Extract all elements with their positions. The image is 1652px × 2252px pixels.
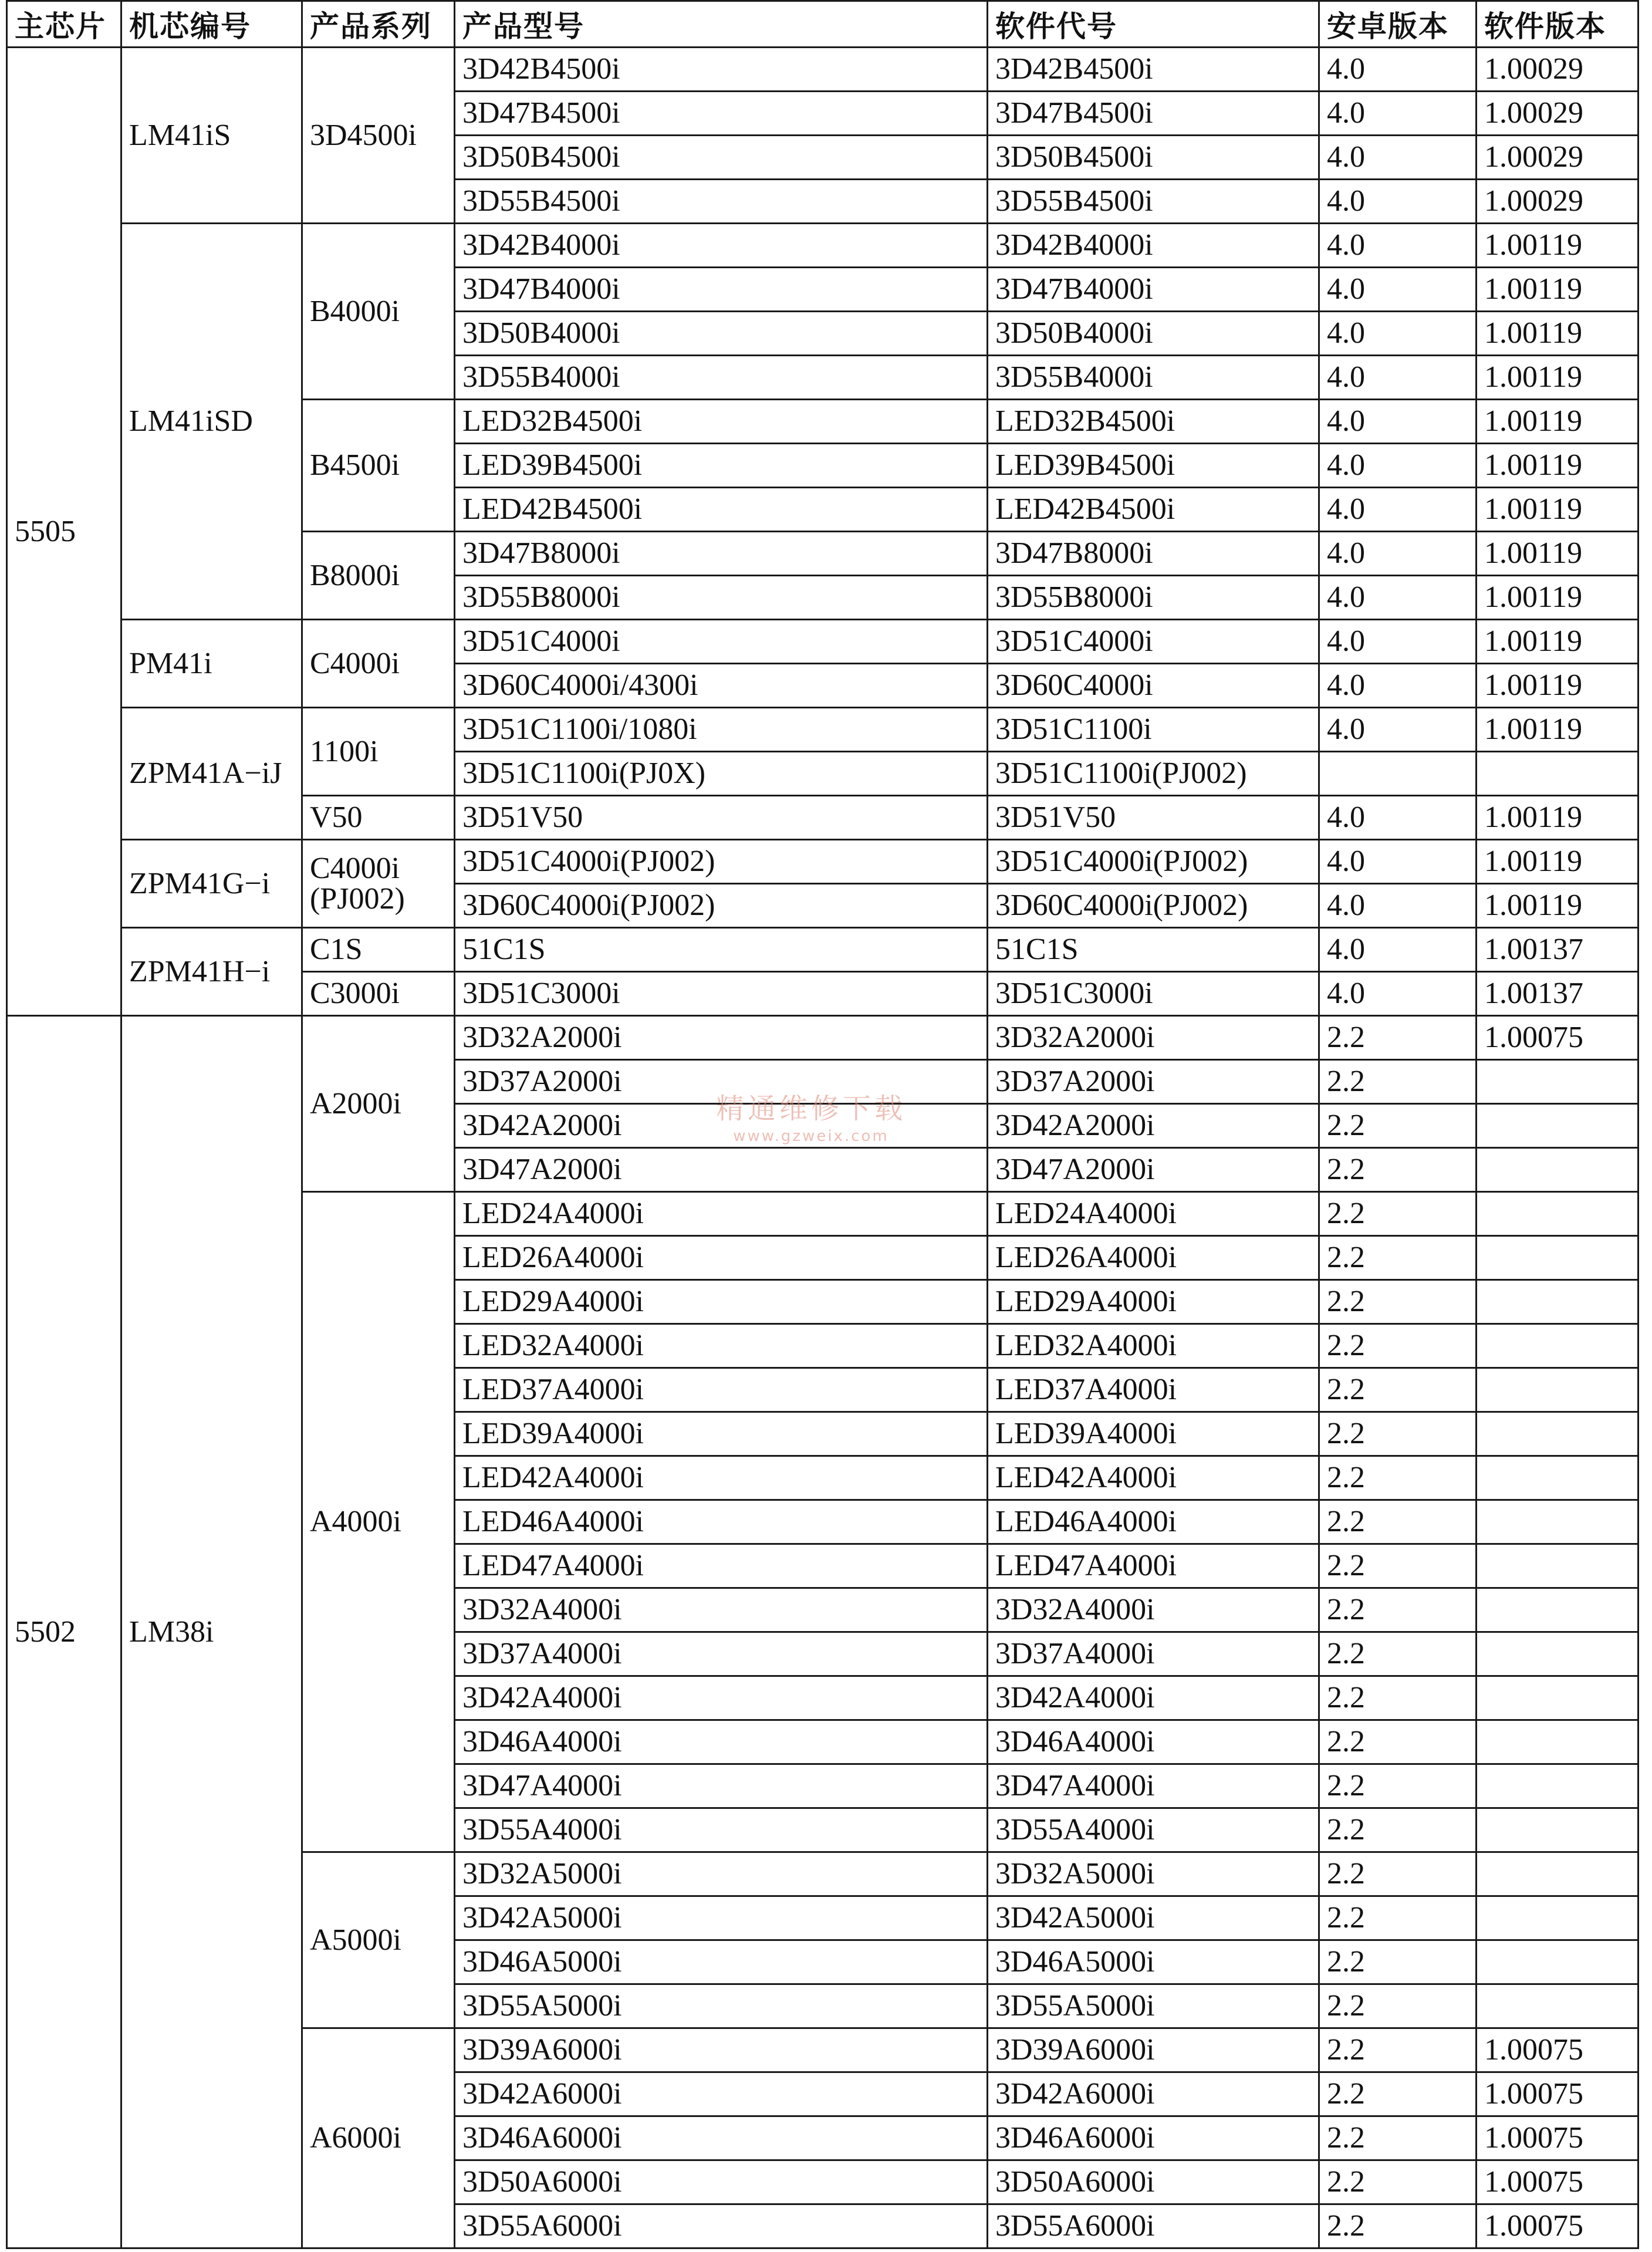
product-model-cell: LED42B4500i xyxy=(455,488,988,532)
android-version-cell: 2.2 xyxy=(1319,1544,1477,1588)
product-model-cell: 3D60C4000i(PJ002) xyxy=(455,884,988,928)
header-row xyxy=(7,1,1639,48)
product-model-cell: 3D55A6000i xyxy=(455,2204,988,2248)
android-version-cell: 2.2 xyxy=(1319,1368,1477,1412)
product-model-cell: 3D50B4500i xyxy=(455,136,988,180)
android-version-cell: 4.0 xyxy=(1319,532,1477,576)
product-model-cell: LED24A4000i xyxy=(455,1192,988,1236)
series-cell: C4000i (PJ002) xyxy=(302,840,455,928)
software-code-cell: 3D51C4000i(PJ002) xyxy=(988,840,1319,884)
series-cell: 3D4500i xyxy=(302,48,455,224)
android-version-cell: 2.2 xyxy=(1319,1060,1477,1104)
series-cell: B8000i xyxy=(302,532,455,620)
android-version-cell: 2.2 xyxy=(1319,2116,1477,2160)
table-row xyxy=(7,224,1639,268)
product-model-cell: 3D39A6000i xyxy=(455,2028,988,2072)
android-version-cell: 2.2 xyxy=(1319,1500,1477,1544)
android-version-cell: 4.0 xyxy=(1319,928,1477,972)
software-version-cell xyxy=(1477,1588,1639,1632)
product-model-cell: LED32A4000i xyxy=(455,1324,988,1368)
product-model-cell: 3D47B8000i xyxy=(455,532,988,576)
software-code-cell: 3D47B8000i xyxy=(988,532,1319,576)
product-model-cell: 3D37A2000i xyxy=(455,1060,988,1104)
android-version-cell: 2.2 xyxy=(1319,1896,1477,1940)
table-row xyxy=(7,840,1639,884)
android-version-cell: 4.0 xyxy=(1319,136,1477,180)
software-code-cell: 3D55A6000i xyxy=(988,2204,1319,2248)
series-cell: V50 xyxy=(302,796,455,840)
software-version-cell: 1.00119 xyxy=(1477,532,1639,576)
header-chassis-number: 机芯编号 xyxy=(121,1,302,48)
software-version-cell xyxy=(1477,1236,1639,1280)
software-version-cell: 1.00075 xyxy=(1477,2072,1639,2116)
table-row xyxy=(7,708,1639,752)
software-version-cell: 1.00119 xyxy=(1477,224,1639,268)
software-version-cell: 1.00137 xyxy=(1477,928,1639,972)
software-version-cell: 1.00119 xyxy=(1477,400,1639,444)
product-model-cell: 3D32A2000i xyxy=(455,1016,988,1060)
product-model-cell: 51C1S xyxy=(455,928,988,972)
table-row xyxy=(7,1016,1639,1060)
android-version-cell: 4.0 xyxy=(1319,840,1477,884)
series-cell: 1100i xyxy=(302,708,455,796)
product-model-cell: 3D42B4000i xyxy=(455,224,988,268)
product-model-cell: 3D55B8000i xyxy=(455,576,988,620)
software-code-cell: LED24A4000i xyxy=(988,1192,1319,1236)
android-version-cell: 4.0 xyxy=(1319,972,1477,1016)
product-model-cell: 3D55B4500i xyxy=(455,180,988,224)
software-version-cell xyxy=(1477,1500,1639,1544)
android-version-cell: 2.2 xyxy=(1319,2072,1477,2116)
software-code-cell: 3D55A5000i xyxy=(988,1984,1319,2028)
software-version-cell: 1.00119 xyxy=(1477,268,1639,312)
software-code-cell: 3D60C4000i xyxy=(988,664,1319,708)
software-code-cell: LED47A4000i xyxy=(988,1544,1319,1588)
software-code-cell: 3D39A6000i xyxy=(988,2028,1319,2072)
software-code-cell: 3D32A2000i xyxy=(988,1016,1319,1060)
software-version-cell xyxy=(1477,1896,1639,1940)
android-version-cell: 4.0 xyxy=(1319,400,1477,444)
software-version-cell: 1.00075 xyxy=(1477,2116,1639,2160)
product-model-cell: 3D46A6000i xyxy=(455,2116,988,2160)
product-model-cell: 3D51C1100i(PJ0X) xyxy=(455,752,988,796)
header-product-model: 产品型号 xyxy=(455,1,988,48)
software-version-cell: 1.00137 xyxy=(1477,972,1639,1016)
software-code-cell: 3D51V50 xyxy=(988,796,1319,840)
watermark-text: 精通维修下载 xyxy=(716,1092,907,1125)
table-row xyxy=(7,928,1639,972)
product-model-cell: 3D42A4000i xyxy=(455,1676,988,1720)
android-version-cell: 4.0 xyxy=(1319,180,1477,224)
firmware-table xyxy=(6,0,1639,2249)
software-version-cell xyxy=(1477,1412,1639,1456)
software-code-cell: LED32A4000i xyxy=(988,1324,1319,1368)
product-model-cell: 3D37A4000i xyxy=(455,1632,988,1676)
software-code-cell: 3D51C4000i xyxy=(988,620,1319,664)
series-cell: A2000i xyxy=(302,1016,455,1192)
product-model-cell: 3D51C4000i(PJ002) xyxy=(455,840,988,884)
android-version-cell: 2.2 xyxy=(1319,1456,1477,1500)
software-code-cell: 3D51C1100i(PJ002) xyxy=(988,752,1319,796)
android-version-cell xyxy=(1319,752,1477,796)
software-version-cell: 1.00119 xyxy=(1477,664,1639,708)
chassis-cell: ZPM41G−i xyxy=(121,840,302,928)
android-version-cell: 2.2 xyxy=(1319,1016,1477,1060)
software-version-cell xyxy=(1477,1280,1639,1324)
product-model-cell: LED42A4000i xyxy=(455,1456,988,1500)
software-code-cell: 3D42A5000i xyxy=(988,1896,1319,1940)
header-software-version: 软件版本 xyxy=(1477,1,1639,48)
product-model-cell: 3D55B4000i xyxy=(455,356,988,400)
android-version-cell: 2.2 xyxy=(1319,1588,1477,1632)
product-model-cell: LED32B4500i xyxy=(455,400,988,444)
android-version-cell: 4.0 xyxy=(1319,356,1477,400)
software-code-cell: LED39A4000i xyxy=(988,1412,1319,1456)
android-version-cell: 2.2 xyxy=(1319,1632,1477,1676)
android-version-cell: 2.2 xyxy=(1319,1764,1477,1808)
android-version-cell: 4.0 xyxy=(1319,268,1477,312)
product-model-cell: 3D51V50 xyxy=(455,796,988,840)
software-code-cell: LED42B4500i xyxy=(988,488,1319,532)
software-code-cell: 3D46A4000i xyxy=(988,1720,1319,1764)
product-model-cell: 3D46A5000i xyxy=(455,1940,988,1984)
software-version-cell: 1.00119 xyxy=(1477,356,1639,400)
software-version-cell: 1.00029 xyxy=(1477,180,1639,224)
header-software-code: 软件代号 xyxy=(988,1,1319,48)
software-code-cell: 3D42B4000i xyxy=(988,224,1319,268)
android-version-cell: 2.2 xyxy=(1319,1192,1477,1236)
android-version-cell: 2.2 xyxy=(1319,2204,1477,2248)
product-model-cell: 3D42B4500i xyxy=(455,48,988,92)
product-model-cell: 3D50B4000i xyxy=(455,312,988,356)
software-version-cell: 1.00119 xyxy=(1477,884,1639,928)
series-cell: C1S xyxy=(302,928,455,972)
chassis-cell: PM41i xyxy=(121,620,302,708)
product-model-cell: LED26A4000i xyxy=(455,1236,988,1280)
chassis-cell: LM41iSD xyxy=(121,224,302,620)
software-code-cell: LED26A4000i xyxy=(988,1236,1319,1280)
software-version-cell xyxy=(1477,1632,1639,1676)
software-code-cell: 3D47A2000i xyxy=(988,1148,1319,1192)
software-version-cell: 1.00119 xyxy=(1477,620,1639,664)
software-code-cell: LED37A4000i xyxy=(988,1368,1319,1412)
software-code-cell: 3D32A5000i xyxy=(988,1852,1319,1896)
series-cell: A4000i xyxy=(302,1192,455,1852)
android-version-cell: 2.2 xyxy=(1319,1324,1477,1368)
product-model-cell: 3D42A2000i xyxy=(455,1104,988,1148)
software-code-cell: 3D51C1100i xyxy=(988,708,1319,752)
product-model-cell: 3D55A5000i xyxy=(455,1984,988,2028)
header-product-series: 产品系列 xyxy=(302,1,455,48)
software-code-cell: 3D47B4000i xyxy=(988,268,1319,312)
android-version-cell: 2.2 xyxy=(1319,1280,1477,1324)
android-version-cell: 2.2 xyxy=(1319,1808,1477,1852)
product-model-cell: 3D32A4000i xyxy=(455,1588,988,1632)
software-code-cell: 3D47B4500i xyxy=(988,92,1319,136)
product-model-cell: 3D32A5000i xyxy=(455,1852,988,1896)
software-version-cell xyxy=(1477,1148,1639,1192)
software-code-cell: 3D42A6000i xyxy=(988,2072,1319,2116)
software-version-cell xyxy=(1477,1676,1639,1720)
product-model-cell: LED39B4500i xyxy=(455,444,988,488)
software-version-cell xyxy=(1477,1456,1639,1500)
software-version-cell xyxy=(1477,1984,1639,2028)
product-model-cell: 3D42A6000i xyxy=(455,2072,988,2116)
software-version-cell xyxy=(1477,1104,1639,1148)
series-cell: C4000i xyxy=(302,620,455,708)
software-code-cell: 51C1S xyxy=(988,928,1319,972)
android-version-cell: 2.2 xyxy=(1319,1236,1477,1280)
software-version-cell xyxy=(1477,1720,1639,1764)
watermark-url: www.gzweix.com xyxy=(733,1127,889,1145)
product-model-cell: LED37A4000i xyxy=(455,1368,988,1412)
software-version-cell: 1.00075 xyxy=(1477,2204,1639,2248)
android-version-cell: 4.0 xyxy=(1319,444,1477,488)
android-version-cell: 4.0 xyxy=(1319,884,1477,928)
product-model-cell: 3D42A5000i xyxy=(455,1896,988,1940)
android-version-cell: 4.0 xyxy=(1319,488,1477,532)
header-android-version: 安卓版本 xyxy=(1319,1,1477,48)
software-version-cell xyxy=(1477,1060,1639,1104)
software-version-cell: 1.00075 xyxy=(1477,1016,1639,1060)
software-version-cell: 1.00119 xyxy=(1477,840,1639,884)
series-cell: C3000i xyxy=(302,972,455,1016)
software-version-cell: 1.00119 xyxy=(1477,312,1639,356)
android-version-cell: 4.0 xyxy=(1319,92,1477,136)
android-version-cell: 4.0 xyxy=(1319,620,1477,664)
header-main-chip: 主芯片 xyxy=(7,1,121,48)
software-code-cell: 3D55A4000i xyxy=(988,1808,1319,1852)
android-version-cell: 2.2 xyxy=(1319,2160,1477,2204)
software-code-cell: LED42A4000i xyxy=(988,1456,1319,1500)
series-cell: B4000i xyxy=(302,224,455,400)
software-version-cell: 1.00119 xyxy=(1477,444,1639,488)
firmware-table-sheet xyxy=(6,0,1637,2249)
product-model-cell: LED47A4000i xyxy=(455,1544,988,1588)
software-code-cell: 3D37A4000i xyxy=(988,1632,1319,1676)
software-version-cell xyxy=(1477,1852,1639,1896)
product-model-cell: 3D51C4000i xyxy=(455,620,988,664)
software-code-cell: 3D42B4500i xyxy=(988,48,1319,92)
software-code-cell: 3D47A4000i xyxy=(988,1764,1319,1808)
software-version-cell xyxy=(1477,1808,1639,1852)
product-model-cell: 3D55A4000i xyxy=(455,1808,988,1852)
product-model-cell: 3D51C1100i/1080i xyxy=(455,708,988,752)
software-code-cell: 3D55B4500i xyxy=(988,180,1319,224)
software-code-cell: 3D50B4000i xyxy=(988,312,1319,356)
software-code-cell: 3D46A6000i xyxy=(988,2116,1319,2160)
software-code-cell: LED29A4000i xyxy=(988,1280,1319,1324)
android-version-cell: 2.2 xyxy=(1319,1940,1477,1984)
android-version-cell: 4.0 xyxy=(1319,664,1477,708)
software-version-cell: 1.00119 xyxy=(1477,796,1639,840)
software-code-cell: 3D46A5000i xyxy=(988,1940,1319,1984)
software-version-cell: 1.00119 xyxy=(1477,708,1639,752)
software-version-cell xyxy=(1477,1940,1639,1984)
software-version-cell: 1.00029 xyxy=(1477,48,1639,92)
product-model-cell: 3D47A2000i xyxy=(455,1148,988,1192)
software-version-cell xyxy=(1477,1368,1639,1412)
android-version-cell: 4.0 xyxy=(1319,312,1477,356)
table-body xyxy=(7,48,1639,2248)
chassis-cell: LM38i xyxy=(121,1016,302,2248)
product-model-cell: 3D47B4500i xyxy=(455,92,988,136)
main-chip-cell: 5502 xyxy=(7,1016,121,2248)
product-model-cell: LED39A4000i xyxy=(455,1412,988,1456)
android-version-cell: 4.0 xyxy=(1319,48,1477,92)
chassis-cell: ZPM41H−i xyxy=(121,928,302,1016)
table-row xyxy=(7,48,1639,92)
series-cell: B4500i xyxy=(302,400,455,532)
software-code-cell: 3D42A2000i xyxy=(988,1104,1319,1148)
software-code-cell: LED39B4500i xyxy=(988,444,1319,488)
software-code-cell: 3D55B8000i xyxy=(988,576,1319,620)
product-model-cell: LED46A4000i xyxy=(455,1500,988,1544)
chassis-cell: ZPM41A−iJ xyxy=(121,708,302,840)
product-model-cell: LED29A4000i xyxy=(455,1280,988,1324)
software-code-cell: 3D60C4000i(PJ002) xyxy=(988,884,1319,928)
software-code-cell: 3D50B4500i xyxy=(988,136,1319,180)
software-code-cell: 3D42A4000i xyxy=(988,1676,1319,1720)
android-version-cell: 4.0 xyxy=(1319,796,1477,840)
android-version-cell: 2.2 xyxy=(1319,1720,1477,1764)
software-version-cell: 1.00029 xyxy=(1477,136,1639,180)
android-version-cell: 2.2 xyxy=(1319,1852,1477,1896)
software-version-cell: 1.00119 xyxy=(1477,576,1639,620)
android-version-cell: 2.2 xyxy=(1319,1412,1477,1456)
android-version-cell: 2.2 xyxy=(1319,1984,1477,2028)
software-version-cell: 1.00075 xyxy=(1477,2160,1639,2204)
android-version-cell: 4.0 xyxy=(1319,708,1477,752)
series-cell: A5000i xyxy=(302,1852,455,2028)
software-code-cell: 3D50A6000i xyxy=(988,2160,1319,2204)
software-version-cell: 1.00075 xyxy=(1477,2028,1639,2072)
android-version-cell: 2.2 xyxy=(1319,1676,1477,1720)
software-version-cell xyxy=(1477,1544,1639,1588)
product-model-cell: 3D51C3000i xyxy=(455,972,988,1016)
android-version-cell: 4.0 xyxy=(1319,576,1477,620)
product-model-cell: 3D47B4000i xyxy=(455,268,988,312)
android-version-cell: 2.2 xyxy=(1319,2028,1477,2072)
android-version-cell: 2.2 xyxy=(1319,1104,1477,1148)
series-cell: A6000i xyxy=(302,2028,455,2248)
software-version-cell xyxy=(1477,752,1639,796)
android-version-cell: 4.0 xyxy=(1319,224,1477,268)
software-code-cell: LED46A4000i xyxy=(988,1500,1319,1544)
software-version-cell xyxy=(1477,1192,1639,1236)
software-version-cell: 1.00119 xyxy=(1477,488,1639,532)
product-model-cell: 3D47A4000i xyxy=(455,1764,988,1808)
product-model-cell: 3D60C4000i/4300i xyxy=(455,664,988,708)
software-code-cell: 3D32A4000i xyxy=(988,1588,1319,1632)
software-version-cell xyxy=(1477,1324,1639,1368)
software-code-cell: 3D55B4000i xyxy=(988,356,1319,400)
chassis-cell: LM41iS xyxy=(121,48,302,224)
table-row xyxy=(7,620,1639,664)
software-version-cell: 1.00029 xyxy=(1477,92,1639,136)
software-version-cell xyxy=(1477,1764,1639,1808)
android-version-cell: 2.2 xyxy=(1319,1148,1477,1192)
software-code-cell: 3D51C3000i xyxy=(988,972,1319,1016)
software-code-cell: 3D37A2000i xyxy=(988,1060,1319,1104)
software-code-cell: LED32B4500i xyxy=(988,400,1319,444)
product-model-cell: 3D50A6000i xyxy=(455,2160,988,2204)
product-model-cell: 3D46A4000i xyxy=(455,1720,988,1764)
main-chip-cell: 5505 xyxy=(7,48,121,1016)
